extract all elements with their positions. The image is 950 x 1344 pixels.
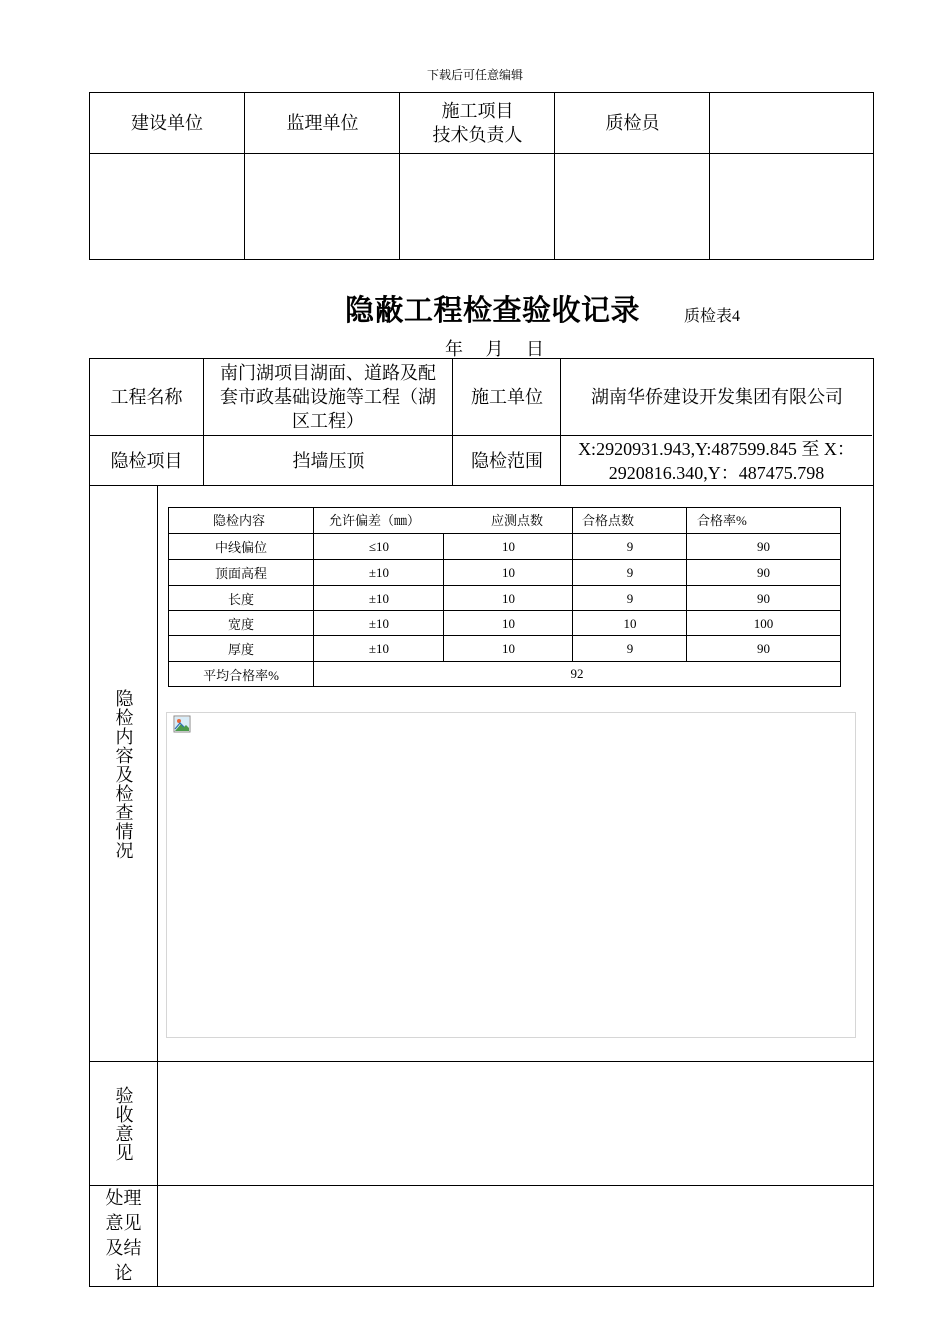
meas-row-4-rate: 100 xyxy=(686,610,840,636)
meas-row-4-passed: 10 xyxy=(572,610,687,636)
meas-header-points: 应测点数 xyxy=(491,513,544,528)
acceptance-label-cell xyxy=(90,1061,157,1186)
meas-row-2-rate: 90 xyxy=(686,559,840,585)
broken-image-icon xyxy=(173,715,191,733)
meas-row-5-points: 10 xyxy=(443,635,573,661)
meas-average-value: 92 xyxy=(313,661,840,686)
meas-row-2-points: 10 xyxy=(443,559,573,585)
date-line: 年 月 日 xyxy=(445,339,548,359)
meas-average-label: 平均合格率% xyxy=(169,661,313,686)
project-name-value: 南门湖项目湖面、道路及配套市政基础设施等工程（湖区工程） xyxy=(203,359,452,435)
meas-row-3-points: 10 xyxy=(443,585,573,611)
inspection-item-value: 挡墙压顶 xyxy=(203,435,453,486)
handling-field[interactable] xyxy=(157,1185,873,1286)
contractor-label: 施工单位 xyxy=(452,359,561,435)
embedded-image-frame xyxy=(166,712,856,1038)
sig-header-blank xyxy=(709,93,873,153)
meas-row-3-rate: 90 xyxy=(686,585,840,611)
acceptance-field[interactable] xyxy=(157,1061,873,1186)
contractor-value: 湖南华侨建设开发集团有限公司 xyxy=(560,359,873,435)
meas-row-4-item: 宽度 xyxy=(169,610,313,636)
meas-row-3-passed: 9 xyxy=(572,585,687,611)
sig-header-inspector: 质检员 xyxy=(554,93,710,153)
meas-row-2-tolerance: ±10 xyxy=(313,559,444,585)
content-label-cell xyxy=(90,485,157,1062)
meas-row-3-item: 长度 xyxy=(169,585,313,611)
meas-row-1-rate: 90 xyxy=(686,533,840,559)
meas-row-3-tolerance: ±10 xyxy=(313,585,444,611)
inspection-range-label: 隐检范围 xyxy=(452,435,561,486)
meas-row-4-points: 10 xyxy=(443,610,573,636)
meas-row-1-points: 10 xyxy=(443,533,573,559)
sig-owner-field[interactable] xyxy=(90,153,244,259)
meas-row-5-item: 厚度 xyxy=(169,635,313,661)
sig-blank-field[interactable] xyxy=(709,153,873,259)
sig-supervisor-field[interactable] xyxy=(244,153,400,259)
sig-header-owner: 建设单位 xyxy=(131,113,203,133)
meas-row-1-tolerance: ≤10 xyxy=(313,533,444,559)
content-label: 隐检内容及检查情况 xyxy=(113,688,134,860)
meas-row-5-passed: 9 xyxy=(572,635,687,661)
acceptance-label: 验收意见 xyxy=(113,1086,134,1162)
inspection-item-label: 隐检项目 xyxy=(90,435,203,486)
sig-technical-lead-field[interactable] xyxy=(399,153,555,259)
meas-row-2-item: 顶面高程 xyxy=(169,559,313,585)
meas-row-1-passed: 9 xyxy=(572,533,687,559)
meas-header-passed: 合格点数 xyxy=(572,508,686,533)
meas-row-5-tolerance: ±10 xyxy=(313,635,444,661)
measurement-table xyxy=(168,507,841,687)
sig-header-supervisor: 监理单位 xyxy=(244,93,400,153)
handling-label: 处理意见及结论 xyxy=(90,1185,157,1285)
inspection-range-value: X:2920931.943,Y:487599.845 至 X：2920816.340,Y：487475.798 xyxy=(560,435,872,485)
form-number: 质检表4 xyxy=(684,308,741,325)
meas-row-2-passed: 9 xyxy=(572,559,687,585)
page-title: 隐蔽工程检查验收记录 xyxy=(345,293,641,327)
project-name-label: 工程名称 xyxy=(110,387,183,407)
header-note: 下载后可任意编辑 xyxy=(426,68,523,82)
sig-inspector-field[interactable] xyxy=(554,153,710,259)
sig-header-technical-lead: 施工项目 技术负责人 xyxy=(399,93,555,153)
signature-table xyxy=(89,92,874,260)
meas-row-1-item: 中线偏位 xyxy=(169,533,313,559)
meas-row-4-tolerance: ±10 xyxy=(313,610,444,636)
meas-header-content: 隐检内容 xyxy=(213,513,266,528)
meas-header-tolerance: 允许偏差（㎜） xyxy=(313,508,443,533)
meas-header-rate: 合格率% xyxy=(686,508,839,533)
meas-row-5-rate: 90 xyxy=(686,635,840,661)
